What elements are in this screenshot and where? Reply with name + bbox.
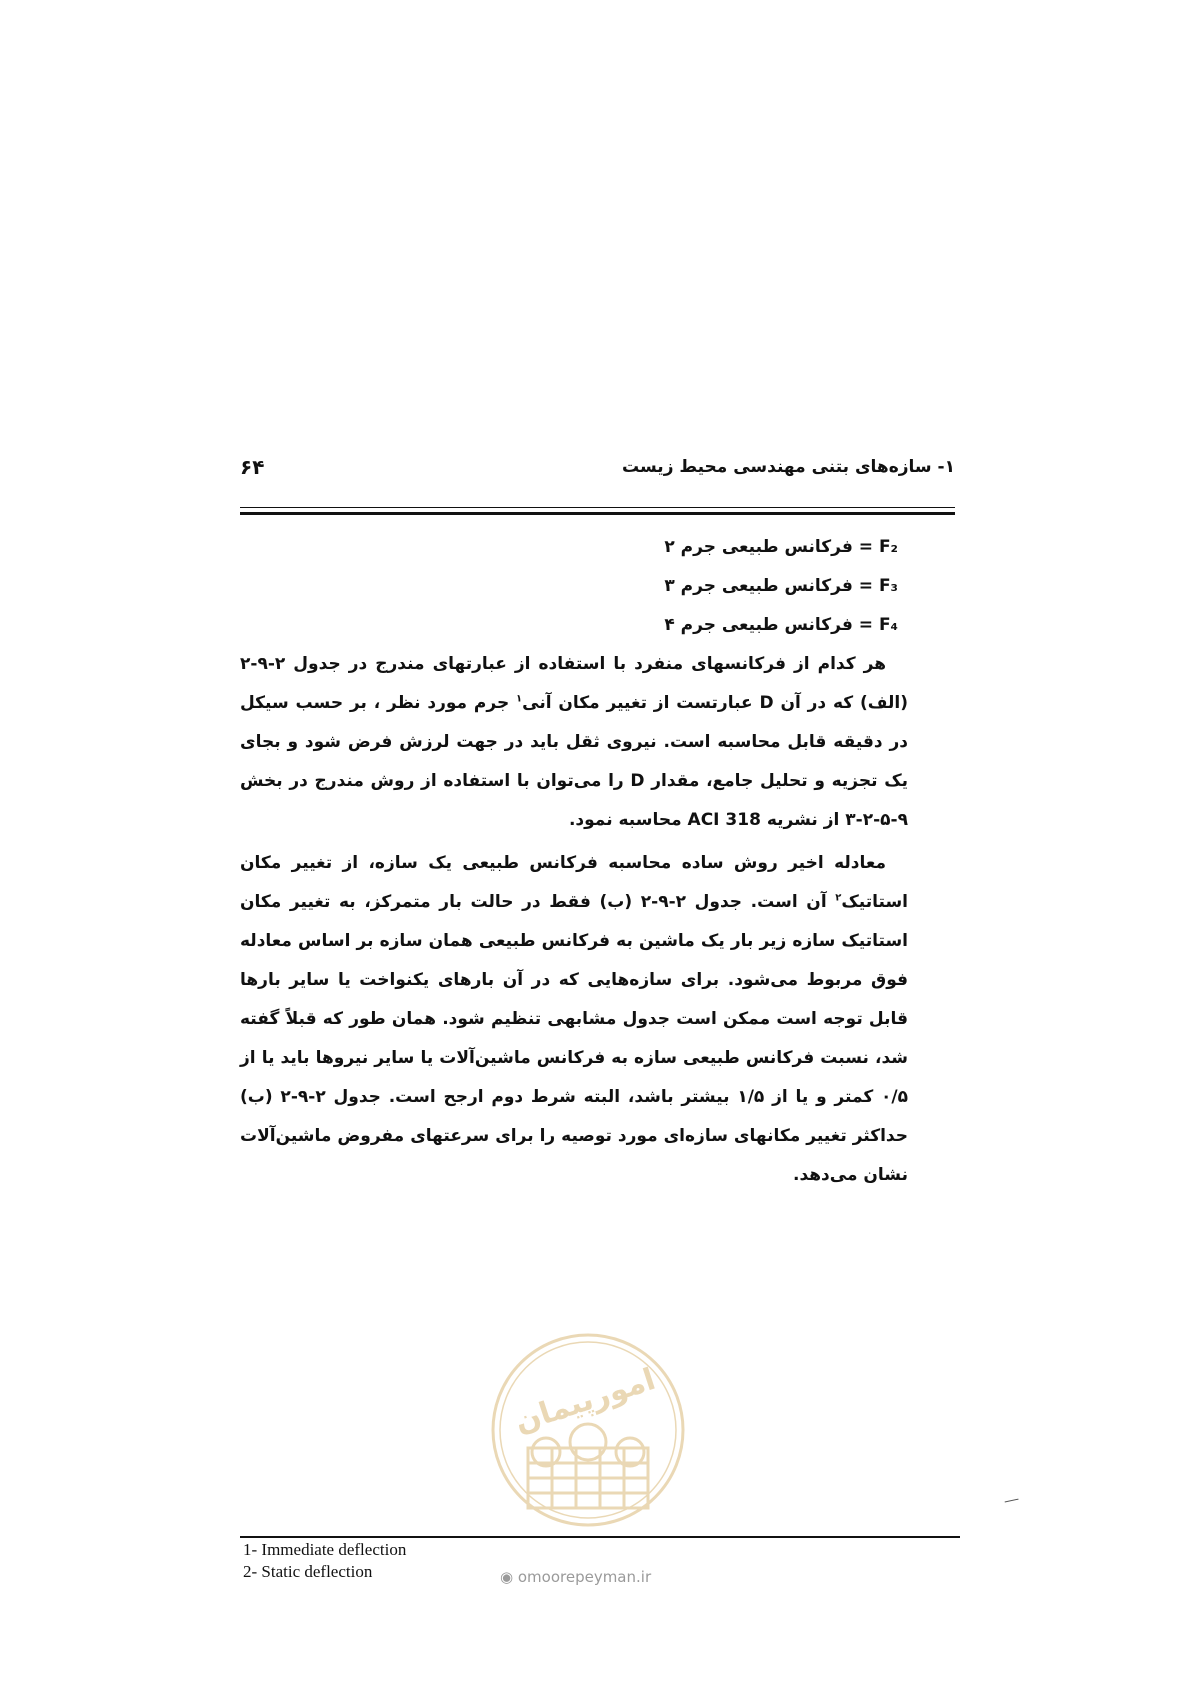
scan-speck [1005,1499,1020,1507]
paragraph-text: آن است. جدول ۲-۹-۲ (ب) فقط در حالت بار متمرکز، به تغییر مکان استاتیک سازه زیر بار یک ماشین به فرکانس طبیعی همان سازه بر اساس معادله فوق مربوط می‌شود. برای سازه‌هایی که در آن بارهای یکنواخت یا سایر بارها قابل توجه است ممکن است جدول مشابهی تنظیم شود. همان طور که قبلاً گفته شد، نسبت فرکانس طبیعی سازه به فرکانس ماشین‌آلات یا سایر نیروها باید یا از ۰/۵ کمتر و یا از ۱/۵ بیشتر باشد، البته شرط دوم ارجح است. جدول ۲-۹-۲ (ب) حداکثر تغییر مکانهای سازه‌ای مورد توصیه را برای سرعتهای مفروض ماشین‌آلات نشان می‌دهد. [240,892,908,1185]
footnote-marker-1: ۱ [516,693,523,705]
running-title: ۱- سازه‌های بتنی مهندسی محیط زیست [622,457,955,477]
watermark-url: ◉ omoorepeyman.ir [500,1568,652,1586]
header-rule-thin [240,507,955,508]
footnote-2: 2- Static deflection [243,1562,373,1581]
definition-f3: F₃ = فرکانس طبیعی جرم ۳ [664,576,898,596]
page-header [240,455,955,489]
watermark-logo [488,1330,688,1530]
page-number: ۶۴ [240,455,265,479]
paragraph-frequency-calculation [240,645,908,840]
paragraph-text: هر کدام از فرکانسهای منفرد با استفاده از عبارتهای مندرج در جدول ۲-۹-۲ (الف) که در آن D عبارتست از تغییر مکان آنی [240,654,908,713]
footnote-rule [240,1536,960,1538]
body-text [240,528,908,1195]
definition-f2: F₂ = فرکانس طبیعی جرم ۲ [664,537,898,557]
definition-f4: F₄ = فرکانس طبیعی جرم ۴ [664,615,898,635]
watermark-logo-text: امورپیمان [510,1361,660,1441]
header-rule-thick [240,512,955,515]
watermark-url-text: omoorepeyman.ir [517,1568,652,1586]
footnote-marker-2: ۲ [835,892,842,904]
paragraph-text: جرم مورد نظر ، بر حسب سیکل در دقیقه قابل محاسبه است. نیروی ثقل باید در جهت لرزش فرض شود و بجای یک تجزیه و تحلیل جامع، مقدار D را می‌توان با استفاده از روش مندرج در بخش ۹-۵-۲-۳ از نشریه ACI 318 محاسبه نمود. [240,693,908,830]
paragraph-text: معادله اخیر روش ساده محاسبه فرکانس طبیعی یک سازه، از تغییر مکان استاتیک [240,853,908,912]
paragraph-static-deflection [240,844,908,1195]
footnote-1: 1- Immediate deflection [243,1540,407,1559]
footnotes [243,1539,643,1583]
